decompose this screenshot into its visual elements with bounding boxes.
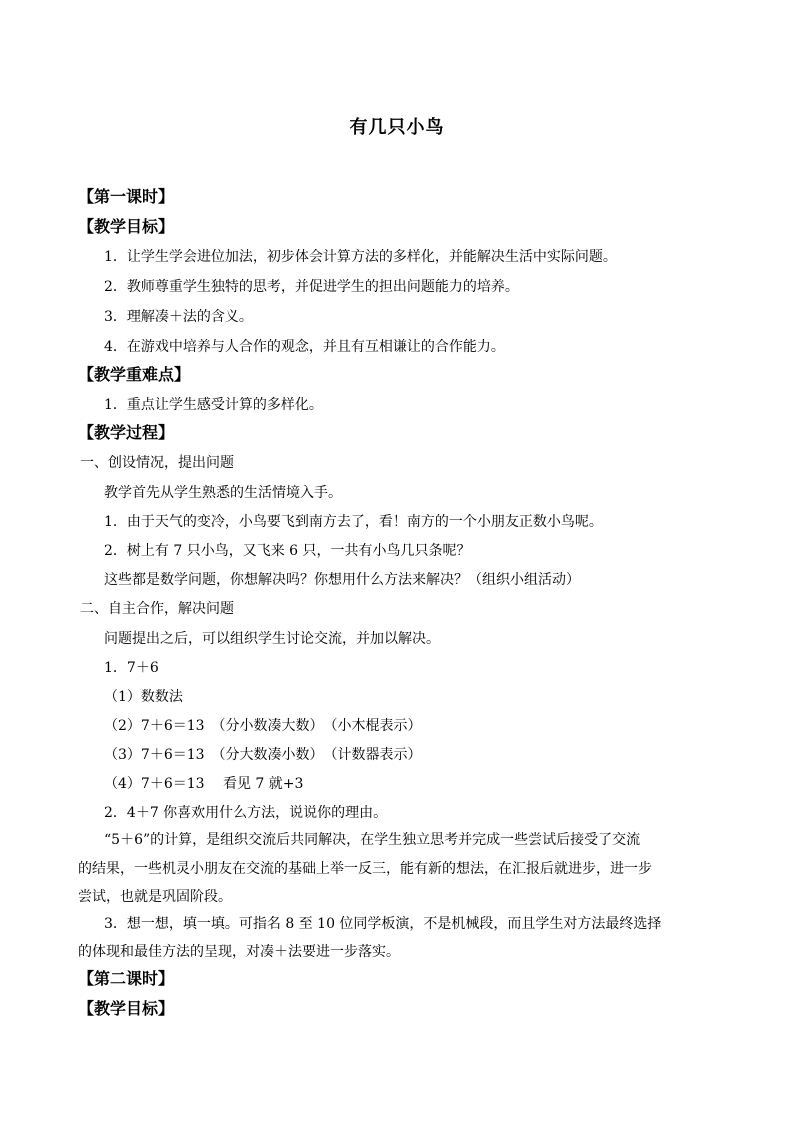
lesson2-heading: 【第二课时】 — [78, 969, 175, 988]
goal-item: 1．让学生学会进位加法，初步体会计算方法的多样化，并能解决生活中实际问题。 — [104, 249, 617, 265]
method-item: （2）7＋6＝13 （分小数凑大数） （小木棍表示） — [104, 718, 422, 734]
page-title: 有几只小鸟 — [349, 117, 445, 138]
paragraph-line: 2．树上有 7 只小鸟，又飞来 6 只，一共有小鸟几只条呢？ — [104, 543, 471, 559]
paragraph-line: 这些都是数学问题，你想解决吗？你想用什么方法来解决？（组织小组活动） — [104, 572, 580, 588]
process-heading: 【教学过程】 — [78, 423, 175, 442]
paragraph-line: “5＋6”的计算，是组织交流后共同解决，在学生独立思考并完成一些尝试后接受了交流 — [104, 832, 641, 848]
section-title: 二、自主合作，解决问题 — [80, 601, 234, 617]
paragraph-line: 教学首先从学生熟悉的生活情境入手。 — [104, 485, 342, 501]
section-title: 一、创设情况，提出问题 — [80, 455, 234, 471]
goal-item: 4．在游戏中培养与人合作的观念，并且有互相谦让的合作能力。 — [104, 339, 505, 355]
paragraph-line: 问题提出之后，可以组织学生讨论交流，并加以解决。 — [104, 631, 440, 647]
list-item: 1．7＋6 — [104, 660, 159, 676]
paragraph-line: 尝试，也就是巩固阶段。 — [78, 889, 232, 905]
list-item: 2．4＋7 你喜欢用什么方法，说说你的理由。 — [104, 805, 388, 821]
goals-heading: 【教学目标】 — [78, 217, 175, 236]
key-points-heading: 【教学重难点】 — [78, 365, 191, 384]
lesson2-goals-heading: 【教学目标】 — [78, 999, 175, 1018]
paragraph-line: 的体现和最佳方法的呈现，对凑＋法要进一步落实。 — [78, 944, 400, 960]
goal-item: 3．理解凑＋法的含义。 — [104, 309, 253, 325]
paragraph-line: 3．想一想，填一填。可指名 8 至 10 位同学板演，不是机械段，而且学生对方法最终选择 — [104, 916, 662, 932]
lesson1-heading: 【第一课时】 — [78, 187, 175, 206]
paragraph-line: 1．由于天气的变冷，小鸟要飞到南方去了，看！南方的一个小朋友正数小鸟呢。 — [104, 514, 603, 530]
method-item: （1）数数法 — [104, 689, 183, 705]
method-item: （3）7＋6＝13 （分大数凑小数） （计数器表示） — [104, 747, 422, 763]
paragraph-line: 的结果，一些机灵小朋友在交流的基础上举一反三，能有新的想法，在汇报后就进步，进一步 — [78, 861, 652, 877]
method-item: （4）7＋6＝13 看见 7 就+3 — [104, 776, 304, 792]
goal-item: 2．教师尊重学生独特的思考，并促进学生的担出问题能力的培养。 — [104, 279, 519, 295]
key-point-item: 1．重点让学生感受计算的多样化。 — [104, 397, 323, 413]
